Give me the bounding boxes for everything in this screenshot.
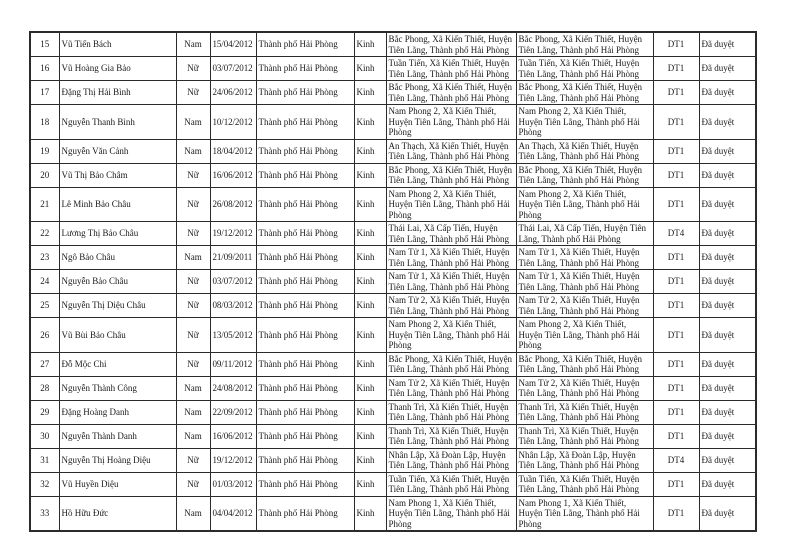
cell-city: Thành phố Hải Phòng: [256, 318, 354, 353]
cell-ethnicity: Kinh: [354, 376, 386, 400]
cell-approval-status: Đã duyệt: [699, 424, 756, 448]
cell-ethnicity: Kinh: [354, 81, 386, 105]
cell-full-name: Nguyễn Thành Danh: [59, 424, 176, 448]
table-row: [30, 32, 756, 57]
cell-full-name: Vũ Tiến Bách: [59, 32, 176, 57]
cell-gender: Nữ: [176, 57, 210, 81]
cell-subsidy-code: DT1: [653, 187, 699, 222]
cell-birth-date: 15/04/2012: [210, 32, 256, 57]
cell-gender: Nam: [176, 496, 210, 531]
cell-row-number: 16: [30, 57, 59, 81]
cell-address-permanent: An Thạch, Xã Kiến Thiết, Huyện Tiên Lãng, Thành phố Hải Phòng: [386, 139, 516, 163]
cell-birth-date: 03/07/2012: [210, 270, 256, 294]
cell-full-name: Đặng Thị Hải Bình: [59, 81, 176, 105]
cell-ethnicity: Kinh: [354, 163, 386, 187]
cell-subsidy-code: DT4: [653, 448, 699, 472]
cell-city: Thành phố Hải Phòng: [256, 105, 354, 140]
cell-approval-status: Đã duyệt: [699, 163, 756, 187]
cell-address-current: Bắc Phong, Xã Kiến Thiết, Huyện Tiên Lãng, Thành phố Hải Phòng: [516, 81, 653, 105]
cell-subsidy-code: DT1: [653, 163, 699, 187]
cell-birth-date: 21/09/2011: [210, 246, 256, 270]
cell-address-current: Nam Tử 1, Xã Kiến Thiết, Huyện Tiên Lãng, Thành phố Hải Phòng: [516, 246, 653, 270]
cell-city: Thành phố Hải Phòng: [256, 187, 354, 222]
table-row: [30, 222, 756, 246]
cell-address-permanent: Nam Phong 2, Xã Kiến Thiết, Huyện Tiên Lãng, Thành phố Hải Phòng: [386, 187, 516, 222]
cell-full-name: Đỗ Mộc Chi: [59, 352, 176, 376]
cell-gender: Nam: [176, 246, 210, 270]
cell-full-name: Ngô Bảo Châu: [59, 246, 176, 270]
cell-birth-date: 08/03/2012: [210, 294, 256, 318]
cell-address-permanent: Tuần Tiến, Xã Kiến Thiết, Huyện Tiên Lãng, Thành phố Hải Phòng: [386, 472, 516, 496]
cell-subsidy-code: DT1: [653, 81, 699, 105]
cell-full-name: Lê Minh Bảo Châu: [59, 187, 176, 222]
cell-gender: Nữ: [176, 270, 210, 294]
cell-approval-status: Đã duyệt: [699, 448, 756, 472]
cell-birth-date: 16/06/2012: [210, 424, 256, 448]
cell-address-current: Nam Tử 2, Xã Kiến Thiết, Huyện Tiên Lãng, Thành phố Hải Phòng: [516, 294, 653, 318]
cell-city: Thành phố Hải Phòng: [256, 81, 354, 105]
cell-address-permanent: Thanh Trì, Xã Kiến Thiết, Huyện Tiên Lãng, Thành phố Hải Phòng: [386, 424, 516, 448]
cell-row-number: 20: [30, 163, 59, 187]
cell-city: Thành phố Hải Phòng: [256, 352, 354, 376]
cell-birth-date: 18/04/2012: [210, 139, 256, 163]
cell-ethnicity: Kinh: [354, 57, 386, 81]
cell-city: Thành phố Hải Phòng: [256, 57, 354, 81]
cell-full-name: Vũ Bùi Bảo Châu: [59, 318, 176, 353]
cell-ethnicity: Kinh: [354, 139, 386, 163]
cell-birth-date: 16/06/2012: [210, 163, 256, 187]
cell-ethnicity: Kinh: [354, 294, 386, 318]
table-row: [30, 139, 756, 163]
table-body: [30, 32, 756, 531]
cell-row-number: 31: [30, 448, 59, 472]
cell-approval-status: Đã duyệt: [699, 352, 756, 376]
cell-address-permanent: Tuần Tiến, Xã Kiến Thiết, Huyện Tiên Lãng, Thành phố Hải Phòng: [386, 57, 516, 81]
cell-subsidy-code: DT1: [653, 318, 699, 353]
cell-ethnicity: Kinh: [354, 105, 386, 140]
cell-full-name: Hồ Hữu Đức: [59, 496, 176, 531]
cell-subsidy-code: DT1: [653, 472, 699, 496]
cell-address-permanent: Nam Phong 2, Xã Kiến Thiết, Huyện Tiên Lãng, Thành phố Hải Phòng: [386, 318, 516, 353]
cell-row-number: 22: [30, 222, 59, 246]
cell-city: Thành phố Hải Phòng: [256, 496, 354, 531]
cell-address-permanent: Bắc Phong, Xã Kiến Thiết, Huyện Tiên Lãng, Thành phố Hải Phòng: [386, 352, 516, 376]
cell-city: Thành phố Hải Phòng: [256, 448, 354, 472]
cell-city: Thành phố Hải Phòng: [256, 472, 354, 496]
cell-full-name: Nguyễn Thanh Bình: [59, 105, 176, 140]
cell-gender: Nam: [176, 32, 210, 57]
cell-ethnicity: Kinh: [354, 424, 386, 448]
table-row: [30, 187, 756, 222]
cell-approval-status: Đã duyệt: [699, 32, 756, 57]
cell-address-current: Bắc Phong, Xã Kiến Thiết, Huyện Tiên Lãng, Thành phố Hải Phòng: [516, 32, 653, 57]
cell-subsidy-code: DT1: [653, 376, 699, 400]
table-row: [30, 163, 756, 187]
cell-address-permanent: Bắc Phong, Xã Kiến Thiết, Huyện Tiên Lãng, Thành phố Hải Phòng: [386, 32, 516, 57]
cell-birth-date: 22/09/2012: [210, 400, 256, 424]
cell-gender: Nam: [176, 139, 210, 163]
cell-row-number: 30: [30, 424, 59, 448]
cell-subsidy-code: DT1: [653, 400, 699, 424]
table-row: [30, 81, 756, 105]
cell-approval-status: Đã duyệt: [699, 472, 756, 496]
cell-city: Thành phố Hải Phòng: [256, 400, 354, 424]
cell-row-number: 24: [30, 270, 59, 294]
cell-city: Thành phố Hải Phòng: [256, 246, 354, 270]
cell-birth-date: 19/12/2012: [210, 222, 256, 246]
cell-gender: Nữ: [176, 352, 210, 376]
table-row: [30, 270, 756, 294]
cell-approval-status: Đã duyệt: [699, 187, 756, 222]
cell-approval-status: Đã duyệt: [699, 139, 756, 163]
cell-full-name: Vũ Thị Bảo Châm: [59, 163, 176, 187]
cell-gender: Nữ: [176, 187, 210, 222]
cell-birth-date: 01/03/2012: [210, 472, 256, 496]
cell-full-name: Nguyễn Văn Cảnh: [59, 139, 176, 163]
table-row: [30, 294, 756, 318]
cell-subsidy-code: DT1: [653, 105, 699, 140]
cell-approval-status: Đã duyệt: [699, 496, 756, 531]
cell-full-name: Lương Thị Bảo Châu: [59, 222, 176, 246]
cell-birth-date: 26/08/2012: [210, 187, 256, 222]
cell-gender: Nam: [176, 424, 210, 448]
cell-birth-date: 09/11/2012: [210, 352, 256, 376]
cell-approval-status: Đã duyệt: [699, 57, 756, 81]
cell-approval-status: Đã duyệt: [699, 294, 756, 318]
cell-ethnicity: Kinh: [354, 222, 386, 246]
cell-ethnicity: Kinh: [354, 246, 386, 270]
table-row: [30, 376, 756, 400]
cell-address-permanent: Nam Tử 1, Xã Kiến Thiết, Huyện Tiên Lãng, Thành phố Hải Phòng: [386, 246, 516, 270]
cell-full-name: Vũ Huyền Diệu: [59, 472, 176, 496]
cell-subsidy-code: DT1: [653, 139, 699, 163]
cell-gender: Nữ: [176, 448, 210, 472]
cell-city: Thành phố Hải Phòng: [256, 163, 354, 187]
cell-address-permanent: Nam Phong 2, Xã Kiến Thiết, Huyện Tiên Lãng, Thành phố Hải Phòng: [386, 105, 516, 140]
cell-full-name: Nguyễn Thị Diệu Châu: [59, 294, 176, 318]
cell-approval-status: Đã duyệt: [699, 105, 756, 140]
cell-birth-date: 03/07/2012: [210, 57, 256, 81]
cell-birth-date: 04/04/2012: [210, 496, 256, 531]
cell-address-current: Bắc Phong, Xã Kiến Thiết, Huyện Tiên Lãng, Thành phố Hải Phòng: [516, 352, 653, 376]
cell-city: Thành phố Hải Phòng: [256, 222, 354, 246]
cell-approval-status: Đã duyệt: [699, 318, 756, 353]
cell-birth-date: 24/08/2012: [210, 376, 256, 400]
records-table: [29, 31, 757, 532]
cell-subsidy-code: DT1: [653, 57, 699, 81]
cell-city: Thành phố Hải Phòng: [256, 270, 354, 294]
cell-approval-status: Đã duyệt: [699, 270, 756, 294]
cell-gender: Nam: [176, 376, 210, 400]
table-row: [30, 448, 756, 472]
cell-approval-status: Đã duyệt: [699, 376, 756, 400]
cell-address-permanent: Nam Tử 2, Xã Kiến Thiết, Huyện Tiên Lãng, Thành phố Hải Phòng: [386, 294, 516, 318]
cell-row-number: 26: [30, 318, 59, 353]
cell-address-current: Nam Tử 2, Xã Kiến Thiết, Huyện Tiên Lãng, Thành phố Hải Phòng: [516, 376, 653, 400]
cell-row-number: 32: [30, 472, 59, 496]
cell-ethnicity: Kinh: [354, 318, 386, 353]
cell-gender: Nữ: [176, 318, 210, 353]
cell-approval-status: Đã duyệt: [699, 246, 756, 270]
cell-address-current: Nhân Lập, Xã Đoàn Lập, Huyện Tiên Lãng, Thành phố Hải Phòng: [516, 448, 653, 472]
cell-gender: Nữ: [176, 81, 210, 105]
cell-birth-date: 24/06/2012: [210, 81, 256, 105]
cell-full-name: Vũ Hoàng Gia Bảo: [59, 57, 176, 81]
cell-row-number: 15: [30, 32, 59, 57]
table-row: [30, 400, 756, 424]
cell-address-current: Thanh Trì, Xã Kiến Thiết, Huyện Tiên Lãng, Thành phố Hải Phòng: [516, 400, 653, 424]
table-row: [30, 472, 756, 496]
cell-gender: Nữ: [176, 222, 210, 246]
cell-address-current: Tuần Tiến, Xã Kiến Thiết, Huyện Tiên Lãng, Thành phố Hải Phòng: [516, 57, 653, 81]
cell-row-number: 27: [30, 352, 59, 376]
cell-address-current: Thái Lai, Xã Cấp Tiến, Huyện Tiên Lãng, Thành phố Hải Phòng: [516, 222, 653, 246]
cell-birth-date: 19/12/2012: [210, 448, 256, 472]
cell-address-current: Nam Phong 2, Xã Kiến Thiết, Huyện Tiên Lãng, Thành phố Hải Phòng: [516, 105, 653, 140]
cell-gender: Nữ: [176, 294, 210, 318]
cell-gender: Nữ: [176, 163, 210, 187]
cell-city: Thành phố Hải Phòng: [256, 424, 354, 448]
cell-full-name: Đặng Hoàng Danh: [59, 400, 176, 424]
cell-address-current: Nam Phong 2, Xã Kiến Thiết, Huyện Tiên Lãng, Thành phố Hải Phòng: [516, 187, 653, 222]
cell-address-current: Tuần Tiến, Xã Kiến Thiết, Huyện Tiên Lãng, Thành phố Hải Phòng: [516, 472, 653, 496]
cell-row-number: 18: [30, 105, 59, 140]
cell-row-number: 17: [30, 81, 59, 105]
cell-address-permanent: Nhân Lập, Xã Đoàn Lập, Huyện Tiên Lãng, Thành phố Hải Phòng: [386, 448, 516, 472]
cell-full-name: Nguyễn Thị Hoàng Diệu: [59, 448, 176, 472]
cell-ethnicity: Kinh: [354, 187, 386, 222]
table-row: [30, 105, 756, 140]
cell-address-current: Nam Tử 1, Xã Kiến Thiết, Huyện Tiên Lãng, Thành phố Hải Phòng: [516, 270, 653, 294]
cell-ethnicity: Kinh: [354, 472, 386, 496]
cell-subsidy-code: DT4: [653, 222, 699, 246]
cell-subsidy-code: DT1: [653, 270, 699, 294]
cell-address-current: An Thạch, Xã Kiến Thiết, Huyện Tiên Lãng, Thành phố Hải Phòng: [516, 139, 653, 163]
cell-address-current: Bắc Phong, Xã Kiến Thiết, Huyện Tiên Lãng, Thành phố Hải Phòng: [516, 163, 653, 187]
cell-address-current: Nam Phong 2, Xã Kiến Thiết, Huyện Tiên Lãng, Thành phố Hải Phòng: [516, 318, 653, 353]
cell-full-name: Nguyễn Thành Công: [59, 376, 176, 400]
cell-gender: Nữ: [176, 472, 210, 496]
cell-address-permanent: Nam Phong 1, Xã Kiến Thiết, Huyện Tiên Lãng, Thành phố Hải Phòng: [386, 496, 516, 531]
cell-approval-status: Đã duyệt: [699, 81, 756, 105]
cell-gender: Nam: [176, 400, 210, 424]
table-row: [30, 318, 756, 353]
cell-city: Thành phố Hải Phòng: [256, 376, 354, 400]
cell-birth-date: 10/12/2012: [210, 105, 256, 140]
cell-address-permanent: Nam Tử 2, Xã Kiến Thiết, Huyện Tiên Lãng, Thành phố Hải Phòng: [386, 376, 516, 400]
cell-address-permanent: Bắc Phong, Xã Kiến Thiết, Huyện Tiên Lãng, Thành phố Hải Phòng: [386, 163, 516, 187]
table-row: [30, 352, 756, 376]
cell-address-permanent: Thanh Trì, Xã Kiến Thiết, Huyện Tiên Lãng, Thành phố Hải Phòng: [386, 400, 516, 424]
cell-row-number: 25: [30, 294, 59, 318]
cell-address-permanent: Thái Lai, Xã Cấp Tiến, Huyện Tiên Lãng, Thành phố Hải Phòng: [386, 222, 516, 246]
cell-ethnicity: Kinh: [354, 448, 386, 472]
cell-approval-status: Đã duyệt: [699, 400, 756, 424]
cell-city: Thành phố Hải Phòng: [256, 139, 354, 163]
cell-approval-status: Đã duyệt: [699, 222, 756, 246]
cell-row-number: 19: [30, 139, 59, 163]
cell-subsidy-code: DT1: [653, 496, 699, 531]
cell-subsidy-code: DT1: [653, 246, 699, 270]
cell-ethnicity: Kinh: [354, 496, 386, 531]
cell-row-number: 23: [30, 246, 59, 270]
cell-ethnicity: Kinh: [354, 352, 386, 376]
cell-city: Thành phố Hải Phòng: [256, 294, 354, 318]
cell-subsidy-code: DT1: [653, 352, 699, 376]
table-row: [30, 246, 756, 270]
table-row: [30, 424, 756, 448]
cell-address-current: Thanh Trì, Xã Kiến Thiết, Huyện Tiên Lãng, Thành phố Hải Phòng: [516, 424, 653, 448]
cell-ethnicity: Kinh: [354, 400, 386, 424]
cell-subsidy-code: DT1: [653, 424, 699, 448]
cell-subsidy-code: DT1: [653, 294, 699, 318]
cell-ethnicity: Kinh: [354, 270, 386, 294]
cell-row-number: 33: [30, 496, 59, 531]
cell-ethnicity: Kinh: [354, 32, 386, 57]
cell-address-permanent: Bắc Phong, Xã Kiến Thiết, Huyện Tiên Lãng, Thành phố Hải Phòng: [386, 81, 516, 105]
cell-city: Thành phố Hải Phòng: [256, 32, 354, 57]
cell-subsidy-code: DT1: [653, 32, 699, 57]
cell-address-current: Nam Phong 1, Xã Kiến Thiết, Huyện Tiên Lãng, Thành phố Hải Phòng: [516, 496, 653, 531]
cell-full-name: Nguyễn Bảo Châu: [59, 270, 176, 294]
cell-row-number: 29: [30, 400, 59, 424]
table-row: [30, 57, 756, 81]
cell-row-number: 21: [30, 187, 59, 222]
table-row: [30, 496, 756, 531]
cell-row-number: 28: [30, 376, 59, 400]
cell-gender: Nam: [176, 105, 210, 140]
cell-birth-date: 13/05/2012: [210, 318, 256, 353]
cell-address-permanent: Nam Tử 1, Xã Kiến Thiết, Huyện Tiên Lãng, Thành phố Hải Phòng: [386, 270, 516, 294]
